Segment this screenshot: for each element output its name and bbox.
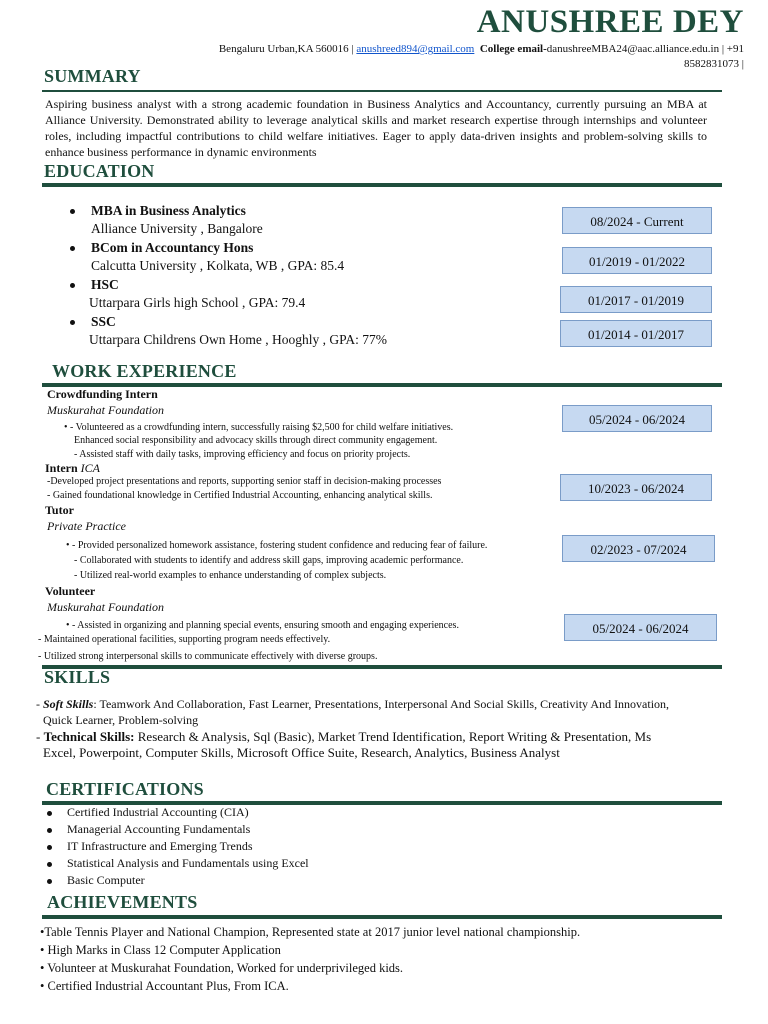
technical-skills-text: Research & Analysis, Sql (Basic), Market Trend Identification, Report Writing & Presentation, Ms (134, 729, 652, 744)
certification-item (47, 872, 309, 889)
job-date-box: 10/2023 - 06/2024 (560, 474, 712, 501)
soft-skills: - Soft Skills: Teamwork And Collaboration, Fast Learner, Presentations, Interpersonal And Social Skills, Creativity And Innovation, Quick Learner, Problem-solving (36, 697, 670, 727)
education-item (70, 276, 305, 312)
education-degree: BCom in Accountancy Hons (91, 240, 254, 255)
education-school: Uttarpara Childrens Own Home , Hooghly , GPA: 77% (89, 332, 387, 347)
education-degree: HSC (91, 277, 119, 292)
soft-skills-text-2: Quick Learner, Problem-solving (43, 713, 199, 727)
job-detail: - Assisted staff with daily tasks, improving efficiency and focus on priority projects. (74, 449, 411, 460)
job-detail: • - Provided personalized homework assistance, fostering student confidence and reducing fear of failure. (66, 540, 488, 551)
job-detail: Enhanced social responsibility and advocacy skills through direct community engagement. (74, 435, 438, 446)
job-detail: - Utilized real-world examples to enhance understanding of complex subjects. (74, 570, 387, 581)
achievement-item: • Certified Industrial Accountant Plus, From ICA. (40, 979, 289, 993)
college-email: danushreeMBA24@aac.alliance.edu.in | +91 (546, 43, 744, 55)
job-org: Muskurahat Foundation (47, 403, 164, 417)
college-email-label: College email- (479, 43, 547, 55)
education-item (70, 239, 344, 275)
certification-item (47, 838, 309, 855)
certifications-heading: CERTIFICATIONS (46, 779, 204, 799)
job-role-line (45, 461, 100, 476)
achievement-item: • Volunteer at Muskurahat Foundation, Worked for underprivileged kids. (40, 961, 404, 975)
education-date-box: 08/2024 - Current (562, 207, 712, 234)
summary-heading: SUMMARY (44, 66, 141, 86)
education-date-box: 01/2017 - 01/2019 (560, 286, 712, 313)
certification-text: Certified Industrial Accounting (CIA) (67, 805, 249, 819)
job-role: Intern (45, 461, 78, 475)
certifications-list (47, 804, 309, 889)
job-org: ICA (80, 461, 101, 475)
summary-divider (42, 90, 722, 92)
summary-text: Aspiring business analyst with a strong academic foundation in Business Analytics and Accountancy, currently pursuing an MBA at Alliance University. Demonstrated ability to leverage analytical skills and market research expertise through internships and volunteer roles, including impactful contributions to child welfare initiatives. Eager to apply data-driven insights and problem-solving skills to enhance business performance in dynamic environments (45, 97, 707, 159)
education-item (70, 313, 387, 349)
certification-text: Managerial Accounting Fundamentals (67, 822, 251, 836)
achievement-item: •Table Tennis Player and National Champion, Represented state at 2017 junior level national championship. (40, 925, 581, 939)
education-date-box: 01/2019 - 01/2022 (562, 247, 712, 274)
achievements-list (40, 923, 580, 995)
contact-info (144, 42, 744, 72)
certification-text: IT Infrastructure and Emerging Trends (67, 839, 253, 853)
education-degree: SSC (91, 314, 116, 329)
job-org: Private Practice (47, 519, 126, 533)
achievements-divider (42, 915, 722, 919)
job-role: Crowdfunding Intern (47, 387, 158, 401)
bullet-icon (47, 828, 52, 833)
job-detail: • - Volunteered as a crowdfunding intern, successfully raising $2,500 for child welfare initiatives. (64, 422, 454, 433)
certification-item (47, 855, 309, 872)
location-text: Bengaluru Urban,KA 560016 | (218, 43, 357, 55)
bullet-icon (47, 845, 52, 850)
bullet-icon (70, 209, 75, 214)
job-detail: -Developed project presentations and reports, supporting senior staff in decision-making processes (47, 476, 442, 487)
certification-text: Basic Computer (67, 873, 145, 887)
achievements-heading: ACHIEVEMENTS (47, 892, 198, 912)
work-heading: WORK EXPERIENCE (52, 361, 237, 381)
achievement-item: • High Marks in Class 12 Computer Application (40, 943, 281, 957)
skills-heading: SKILLS (44, 667, 111, 687)
bullet-icon (47, 811, 52, 816)
soft-skills-label: Soft Skills (43, 697, 94, 711)
education-date-box: 01/2014 - 01/2017 (560, 320, 712, 347)
bullet-icon (47, 862, 52, 867)
job-detail: - Gained foundational knowledge in Certified Industrial Accounting, enhancing analytical skills. (47, 490, 433, 501)
education-degree: MBA in Business Analytics (91, 203, 246, 218)
bullet-icon (70, 283, 75, 288)
technical-skills: - Technical Skills: Research & Analysis, Sql (Basic), Market Trend Identification, Report Writing & Presentation, Ms Excel, Powerpoint, Computer Skills, Microsoft Office Suite, Research, Analytics, Business Analyst (36, 729, 652, 760)
phone-text: 8582831073 | (684, 58, 744, 70)
job-role: Tutor (45, 503, 74, 517)
technical-skills-label: Technical Skills: (43, 729, 135, 744)
job-detail: - Utilized strong interpersonal skills to communicate effectively with diverse groups. (38, 651, 378, 662)
job-detail: - Collaborated with students to identify and address skill gaps, improving academic performance. (74, 555, 464, 566)
certification-text: Statistical Analysis and Fundamentals using Excel (67, 856, 309, 870)
soft-skills-text: : Teamwork And Collaboration, Fast Learner, Presentations, Interpersonal And Social Skills, Creativity And Innovation, (93, 697, 670, 711)
bullet-icon (47, 879, 52, 884)
resume-name: ANUSHREE DEY (476, 4, 744, 40)
job-date-box: 05/2024 - 06/2024 (564, 614, 717, 641)
certification-item (47, 821, 309, 838)
education-divider (42, 183, 722, 187)
job-date-box: 02/2023 - 07/2024 (562, 535, 715, 562)
education-school: Calcutta University , Kolkata, WB , GPA: 85.4 (91, 258, 345, 273)
job-detail: • - Assisted in organizing and planning special events, ensuring smooth and engaging experiences. (66, 620, 459, 631)
job-detail: - Maintained operational facilities, supporting program needs effectively. (38, 634, 331, 645)
bullet-icon (70, 246, 75, 251)
job-role: Volunteer (45, 584, 96, 598)
education-item (70, 202, 263, 238)
job-org: Muskurahat Foundation (47, 600, 164, 614)
job-date-box: 05/2024 - 06/2024 (562, 405, 712, 432)
email-link[interactable]: anushreed894@gmail.com (356, 43, 475, 55)
bullet-icon (70, 320, 75, 325)
technical-skills-text-2: Excel, Powerpoint, Computer Skills, Microsoft Office Suite, Research, Analytics, Business Analyst (43, 745, 560, 760)
education-school: Alliance University , Bangalore (91, 221, 263, 236)
education-school: Uttarpara Girls high School , GPA: 79.4 (89, 295, 306, 310)
certification-item (47, 804, 309, 821)
skills-divider-top (42, 665, 722, 669)
education-heading: EDUCATION (44, 161, 155, 181)
